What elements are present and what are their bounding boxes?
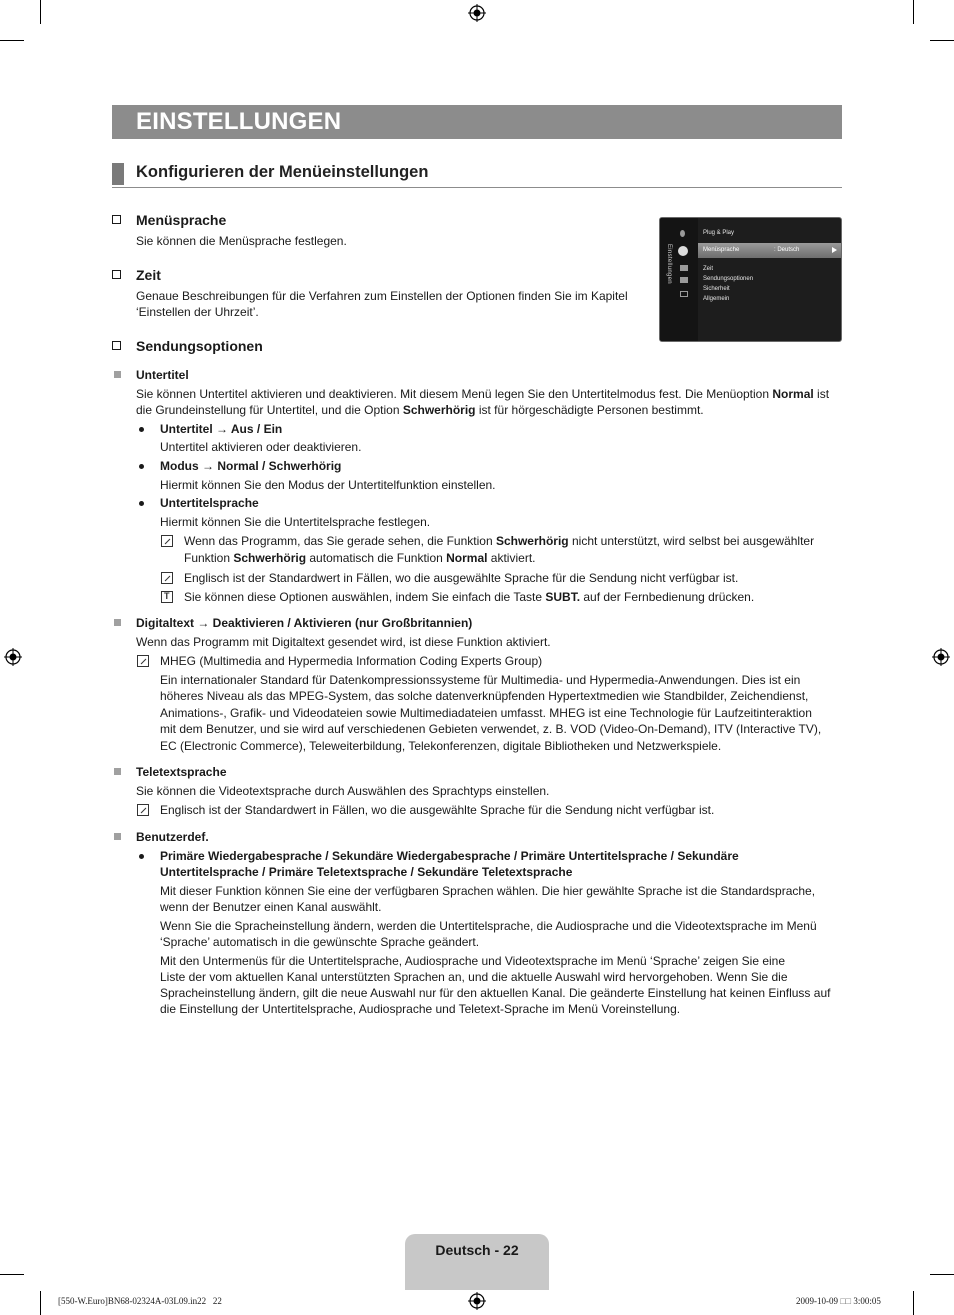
note-icon <box>137 655 149 667</box>
print-timestamp <box>796 1296 881 1306</box>
tv-menu-icon <box>680 265 688 271</box>
page-number-tab <box>405 1234 549 1290</box>
crop-mark <box>913 0 914 24</box>
benutzer-para: Mit den Untermenüs für die Untertitelsprache, Audiosprache und Videotextsprache im Menü ‘Sprache’ zeigen Sie eine <box>160 954 786 968</box>
checkbox-icon <box>112 270 121 279</box>
crop-mark <box>930 1274 954 1275</box>
teletext-text: Sie können die Videotextsprache durch Auswählen des Sprachtyps einstellen. <box>136 784 550 798</box>
section-heading <box>112 161 842 188</box>
crop-mark <box>0 1274 24 1275</box>
untertitel-option-text: Untertitel aktivieren oder deaktivieren. <box>160 440 362 454</box>
benutzer-para: die Einstellung der Untertitelsprache, Audiosprache und Teletext-Sprache im Menü Voreinstellung. <box>160 1002 681 1016</box>
digitaltext-text: Wenn das Programm mit Digitaltext gesendet wird, ist diese Funktion aktiviert. <box>136 635 551 649</box>
tv-menu-screenshot <box>659 217 842 342</box>
section-title: Konfigurieren der Menüeinstellungen <box>136 163 429 181</box>
benutzer-para: Spracheinstellung ändern, gilt die neue Auswahl nur für den aktuellen Kanal. Die geänderte Einstellung hat keinen Einfluss auf <box>160 986 831 1000</box>
print-glyphs: □□ <box>840 1296 852 1306</box>
arrow-right-icon <box>832 247 837 253</box>
digitaltext-para: Ein internationaler Standard für Datenkompressionssysteme für Multimedia- und Hypermedia-Anwendungen. Dies ist ein <box>160 673 801 687</box>
untertitel-option-text: Hiermit können Sie die Untertitelsprache festlegen. <box>160 515 431 529</box>
print-time: 3:00:05 <box>853 1296 881 1306</box>
digitaltext-para: mit dem Benutzer, und sie wird auf verschiedenen Gebieten verwendet, z. B. VOD (Video-On-Demand), ITV (Interactive TV), <box>160 722 822 736</box>
note-icon <box>137 804 149 816</box>
bullet-icon <box>139 854 144 859</box>
untertitel-heading: Untertitel <box>136 368 189 382</box>
tv-menu-selected-item <box>698 243 841 258</box>
tv-menu-item: Sendungsoptionen <box>703 276 754 282</box>
benutzer-para: Wenn Sie die Spracheinstellung ändern, werden die Untertitelsprache, die Audiosprache und die Videotextsprache im Menü <box>160 919 817 933</box>
crop-mark <box>40 1291 41 1315</box>
teletext-heading: Teletextsprache <box>136 765 227 779</box>
print-date: 2009-10-09 <box>796 1296 838 1306</box>
registration-mark-icon <box>932 648 950 666</box>
menusprache-title: Menüsprache <box>136 212 227 228</box>
untertitel-option-sprache: Untertitelsprache <box>160 496 259 510</box>
page-title: EINSTELLUNGEN <box>136 108 342 135</box>
menusprache-text: Sie können die Menüsprache festlegen. <box>136 234 347 248</box>
benutzer-para: wenn der Benutzer einen Kanal auswählt. <box>160 900 382 914</box>
crop-mark <box>913 1291 914 1315</box>
square-bullet-icon <box>114 833 121 840</box>
note-icon <box>161 535 173 547</box>
note-text: Englisch ist der Standardwert in Fällen, wo die ausgewählte Sprache für die Sendung nicht verfügbar ist. <box>184 571 739 585</box>
benutzer-para: Mit dieser Funktion können Sie eine der verfügbaren Sprachen wählen. Die hier gewählte Sprache ist die Standardsprache, <box>160 884 816 898</box>
digitaltext-heading: Digitaltext → Deaktivieren / Aktivieren (nur Großbritannien) <box>136 616 473 630</box>
checkbox-icon <box>112 341 121 350</box>
zeit-title: Zeit <box>136 267 161 283</box>
tv-menu-icon <box>680 230 685 237</box>
digitaltext-para: höheres Niveau als das MPEG-System, das solche datenverknüpfenden Hypertextmedien wie Standbilder, Zeichendienst, <box>160 689 809 703</box>
note-text: Sie können diese Optionen auswählen, indem Sie einfach die Taste SUBT. auf der Fernbedienung drücken. <box>184 590 755 604</box>
crop-mark <box>0 40 24 41</box>
zeit-heading <box>136 267 161 283</box>
tv-menu-selected-value: : Deutsch <box>774 247 800 253</box>
crop-mark <box>930 40 954 41</box>
tv-menu-item: Plug & Play <box>703 230 735 236</box>
registration-mark-icon <box>468 4 486 22</box>
remote-tip-icon: T <box>161 591 173 603</box>
tv-menu-icon <box>680 291 688 297</box>
bullet-icon <box>139 501 144 506</box>
print-file-info: [550-W.Euro]BN68-02324A-03L09.in22 22 <box>58 1296 222 1306</box>
untertitel-text-2: die Grundeinstellung für Untertitel, und die Option Schwerhörig ist für hörgeschädigte Personen bestimmt. <box>136 403 704 417</box>
note-text: Wenn das Programm, das Sie gerade sehen, die Funktion Schwerhörig nicht unterstützt, wird selbst bei ausgewählter <box>184 534 815 548</box>
tv-menu-icon <box>680 277 688 283</box>
menusprache-heading <box>136 212 226 228</box>
digitaltext-para: EC (Electronic Commerce), Teleweiterbildung, Telekonferenzen, digitale Bibliotheken und Netzwerkspiele. <box>160 739 722 753</box>
heading-marker <box>112 163 124 185</box>
square-bullet-icon <box>114 371 121 378</box>
tv-menu-item: Allgemein <box>703 296 730 302</box>
benutzer-heading: Benutzerdef. <box>136 830 209 844</box>
square-bullet-icon <box>114 619 121 626</box>
benutzer-option-heading: Primäre Wiedergabesprache / Sekundäre Wiedergabesprache / Primäre Untertitelsprache / Sekundäre <box>160 849 739 863</box>
tv-menu-selected-label: Menüsprache <box>703 247 740 253</box>
teletext-note: Englisch ist der Standardwert in Fällen, wo die ausgewählte Sprache für die Sendung nicht verfügbar ist. <box>160 803 715 817</box>
digitaltext-note: MHEG (Multimedia and Hypermedia Information Coding Experts Group) <box>160 654 543 668</box>
sendungsoptionen-title: Sendungsoptionen <box>136 338 263 354</box>
sendungsoptionen-heading <box>136 338 263 354</box>
bullet-icon <box>139 464 144 469</box>
digitaltext-para: Animations-, Grafik- und Videodateien sowie Multimediadateien umfasst. MHEG ist eine Technologie für Laufzeitinteraktion <box>160 706 812 720</box>
crop-mark <box>40 0 41 24</box>
untertitel-text-1: Sie können Untertitel aktivieren und deaktivieren. Mit diesem Menü legen Sie den Untertitelmodus fest. Die Menüoption Normal ist <box>136 387 830 401</box>
page-number: Deutsch - 22 <box>435 1242 519 1258</box>
gear-icon <box>678 246 688 256</box>
benutzer-option-heading: Untertitelsprache / Primäre Teletextsprache / Sekundäre Teletextsprache <box>160 865 573 879</box>
untertitel-option-aus-ein: Untertitel → Aus / Ein <box>160 422 283 436</box>
checkbox-icon <box>112 215 121 224</box>
zeit-text-1: Genaue Beschreibungen für die Verfahren zum Einstellen der Optionen finden Sie im Kapitel <box>136 289 628 303</box>
tv-menu-item: Sicherheit <box>703 286 730 292</box>
registration-mark-icon <box>4 648 22 666</box>
zeit-text-2: ‘Einstellen der Uhrzeit’. <box>136 305 259 319</box>
benutzer-para: Liste der vom aktuellen Kanal unterstützten Sprachen an, und die aktuelle Auswahl wird hervorgehoben. Wenn Sie die <box>160 970 788 984</box>
bullet-icon <box>139 427 144 432</box>
benutzer-para: ‘Sprache’ automatisch in die gewünschte Sprache geändert. <box>160 935 480 949</box>
note-icon <box>161 572 173 584</box>
page-title-bar <box>112 105 842 139</box>
untertitel-option-modus: Modus → Normal / Schwerhörig <box>160 459 342 473</box>
note-text: Funktion Schwerhörig automatisch die Funktion Normal aktiviert. <box>184 551 536 565</box>
square-bullet-icon <box>114 768 121 775</box>
tv-menu-vertical-label: Einstellungen <box>666 244 672 284</box>
registration-mark-icon <box>468 1292 486 1310</box>
untertitel-option-text: Hiermit können Sie den Modus der Untertitelfunktion einstellen. <box>160 478 496 492</box>
tv-menu-item: Zeit <box>703 266 714 272</box>
